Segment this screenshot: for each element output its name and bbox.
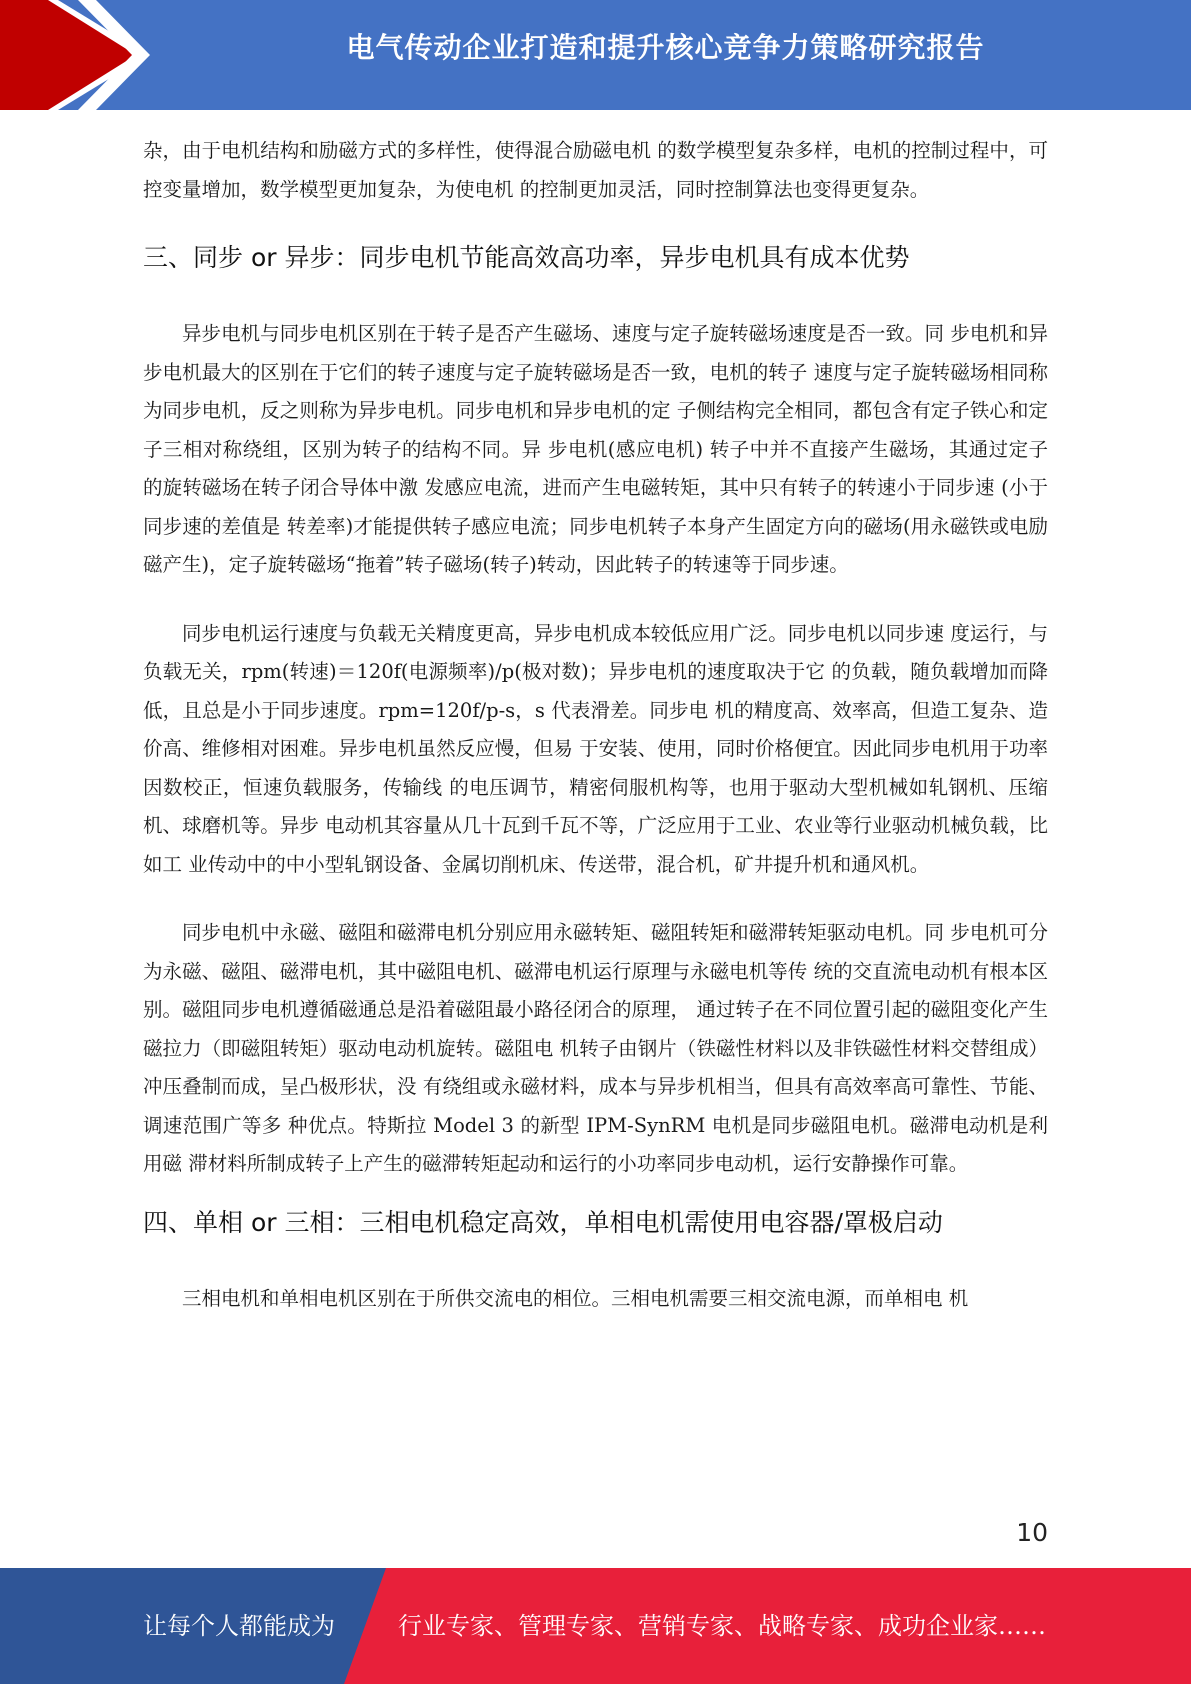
section-3-paragraph-2: 同步电机运行速度与负载无关精度更高，异步电机成本较低应用广泛。同步电机以同步速 度运行，与负载无关，rpm(转速)＝120f(电源频率)/p(极对数)；异步电机的速度取决于它 的负载，随负载增加而降低，且总是小于同步速度。rpm=120f/p-s，s 代表滑差。同步电 机的精度高、效率高，但造工复杂、造价高、维修相对困难。异步电机虽然反应慢，但易 于安装、使用，同时价格便宜。因此同步电机用于功率因数校正，恒速负载服务，传输线 的电压调节，精密伺服机构等，也用于驱动大型机械如轧钢机、压缩机、球磨机等。异步 电动机其容量从几十瓦到千瓦不等，广泛应用于工业、农业等行业驱动机械负载，比如工 业传动中的中小型轧钢设备、金属切削机床、传送带，混合机，矿井提升机和通风机。 (143, 621, 1048, 876)
footer-slogan-right: 行业专家、管理专家、营销专家、战略专家、成功企业家…… (398, 1612, 1046, 1640)
section-3-paragraph-3: 同步电机中永磁、磁阻和磁滞电机分别应用永磁转矩、磁阻转矩和磁滞转矩驱动电机。同 步电机可分为永磁、磁阻、磁滞电机，其中磁阻电机、磁滞电机运行原理与永磁电机等传 统的交直流电动机有根本区别。磁阻同步电机遵循磁通总是沿着磁阻最小路径闭合的原理， 通过转子在不同位置引起的磁阻变化产生磁拉力（即磁阻转矩）驱动电动机旋转。磁阻电 机转子由钢片（铁磁性材料以及非铁磁性材料交替组成）冲压叠制而成，呈凸极形状，没 有绕组或永磁材料，成本与异步机相当，但具有高效率高可靠性、节能、调速范围广等多 种优点。特斯拉 Model 3 的新型 IPM-SynRM 电机是同步磁阻电机。磁滞电动机是利用磁 滞材料所制成转子上产生的磁滞转矩起动和运行的小功率同步电动机，运行安静操作可靠。 (143, 921, 1048, 1175)
section-4-heading: 四、单相 or 三相：三相电机稳定高效，单相电机需使用电容器/罩极启动 (143, 1207, 943, 1237)
section-3-paragraph-1: 异步电机与同步电机区别在于转子是否产生磁场、速度与定子旋转磁场速度是否一致。同 步电机和异步电机最大的区别在于它们的转子速度与定子旋转磁场是否一致，电机的转子 速度与定子旋转磁场相同称为同步电机，反之则称为异步电机。同步电机和异步电机的定 子侧结构完全相同，都包含有定子铁心和定子三相对称绕组，区别为转子的结构不同。异 步电机(感应电机) 转子中并不直接产生磁场，其通过定子的旋转磁场在转子闭合导体中激 发感应电流，进而产生电磁转矩，其中只有转子的转速小于同步速 (小于同步速的差值是 转差率)才能提供转子感应电流；同步电机转子本身产生固定方向的磁场(用永磁铁或电励 磁产生)，定子旋转磁场“拖着”转子磁场(转子)转动，因此转子的转速等于同步速。 (143, 322, 1048, 576)
footer-slogan-left: 让每个人都能成为 (143, 1612, 335, 1640)
continuation-paragraph: 杂，由于电机结构和励磁方式的多样性，使得混合励磁电机 的数学模型复杂多样，电机的控制过程中，可控变量增加，数学模型更加复杂，为使电机 的控制更加灵活，同时控制算法也变得更复杂。 (143, 139, 1048, 201)
page-number: 10 (1016, 1518, 1048, 1547)
section-3-heading: 三、同步 or 异步：同步电机节能高效高功率，异步电机具有成本优势 (143, 243, 910, 272)
header-title: 电气传动企业打造和提升核心竞争力策略研究报告 (346, 31, 985, 64)
section-4-paragraph-1: 三相电机和单相电机区别在于所供交流电的相位。三相电机需要三相交流电源，而单相电 机 (182, 1286, 969, 1310)
page-footer (0, 1568, 1191, 1684)
document-body (143, 132, 1048, 1318)
page-header (0, 0, 1191, 110)
